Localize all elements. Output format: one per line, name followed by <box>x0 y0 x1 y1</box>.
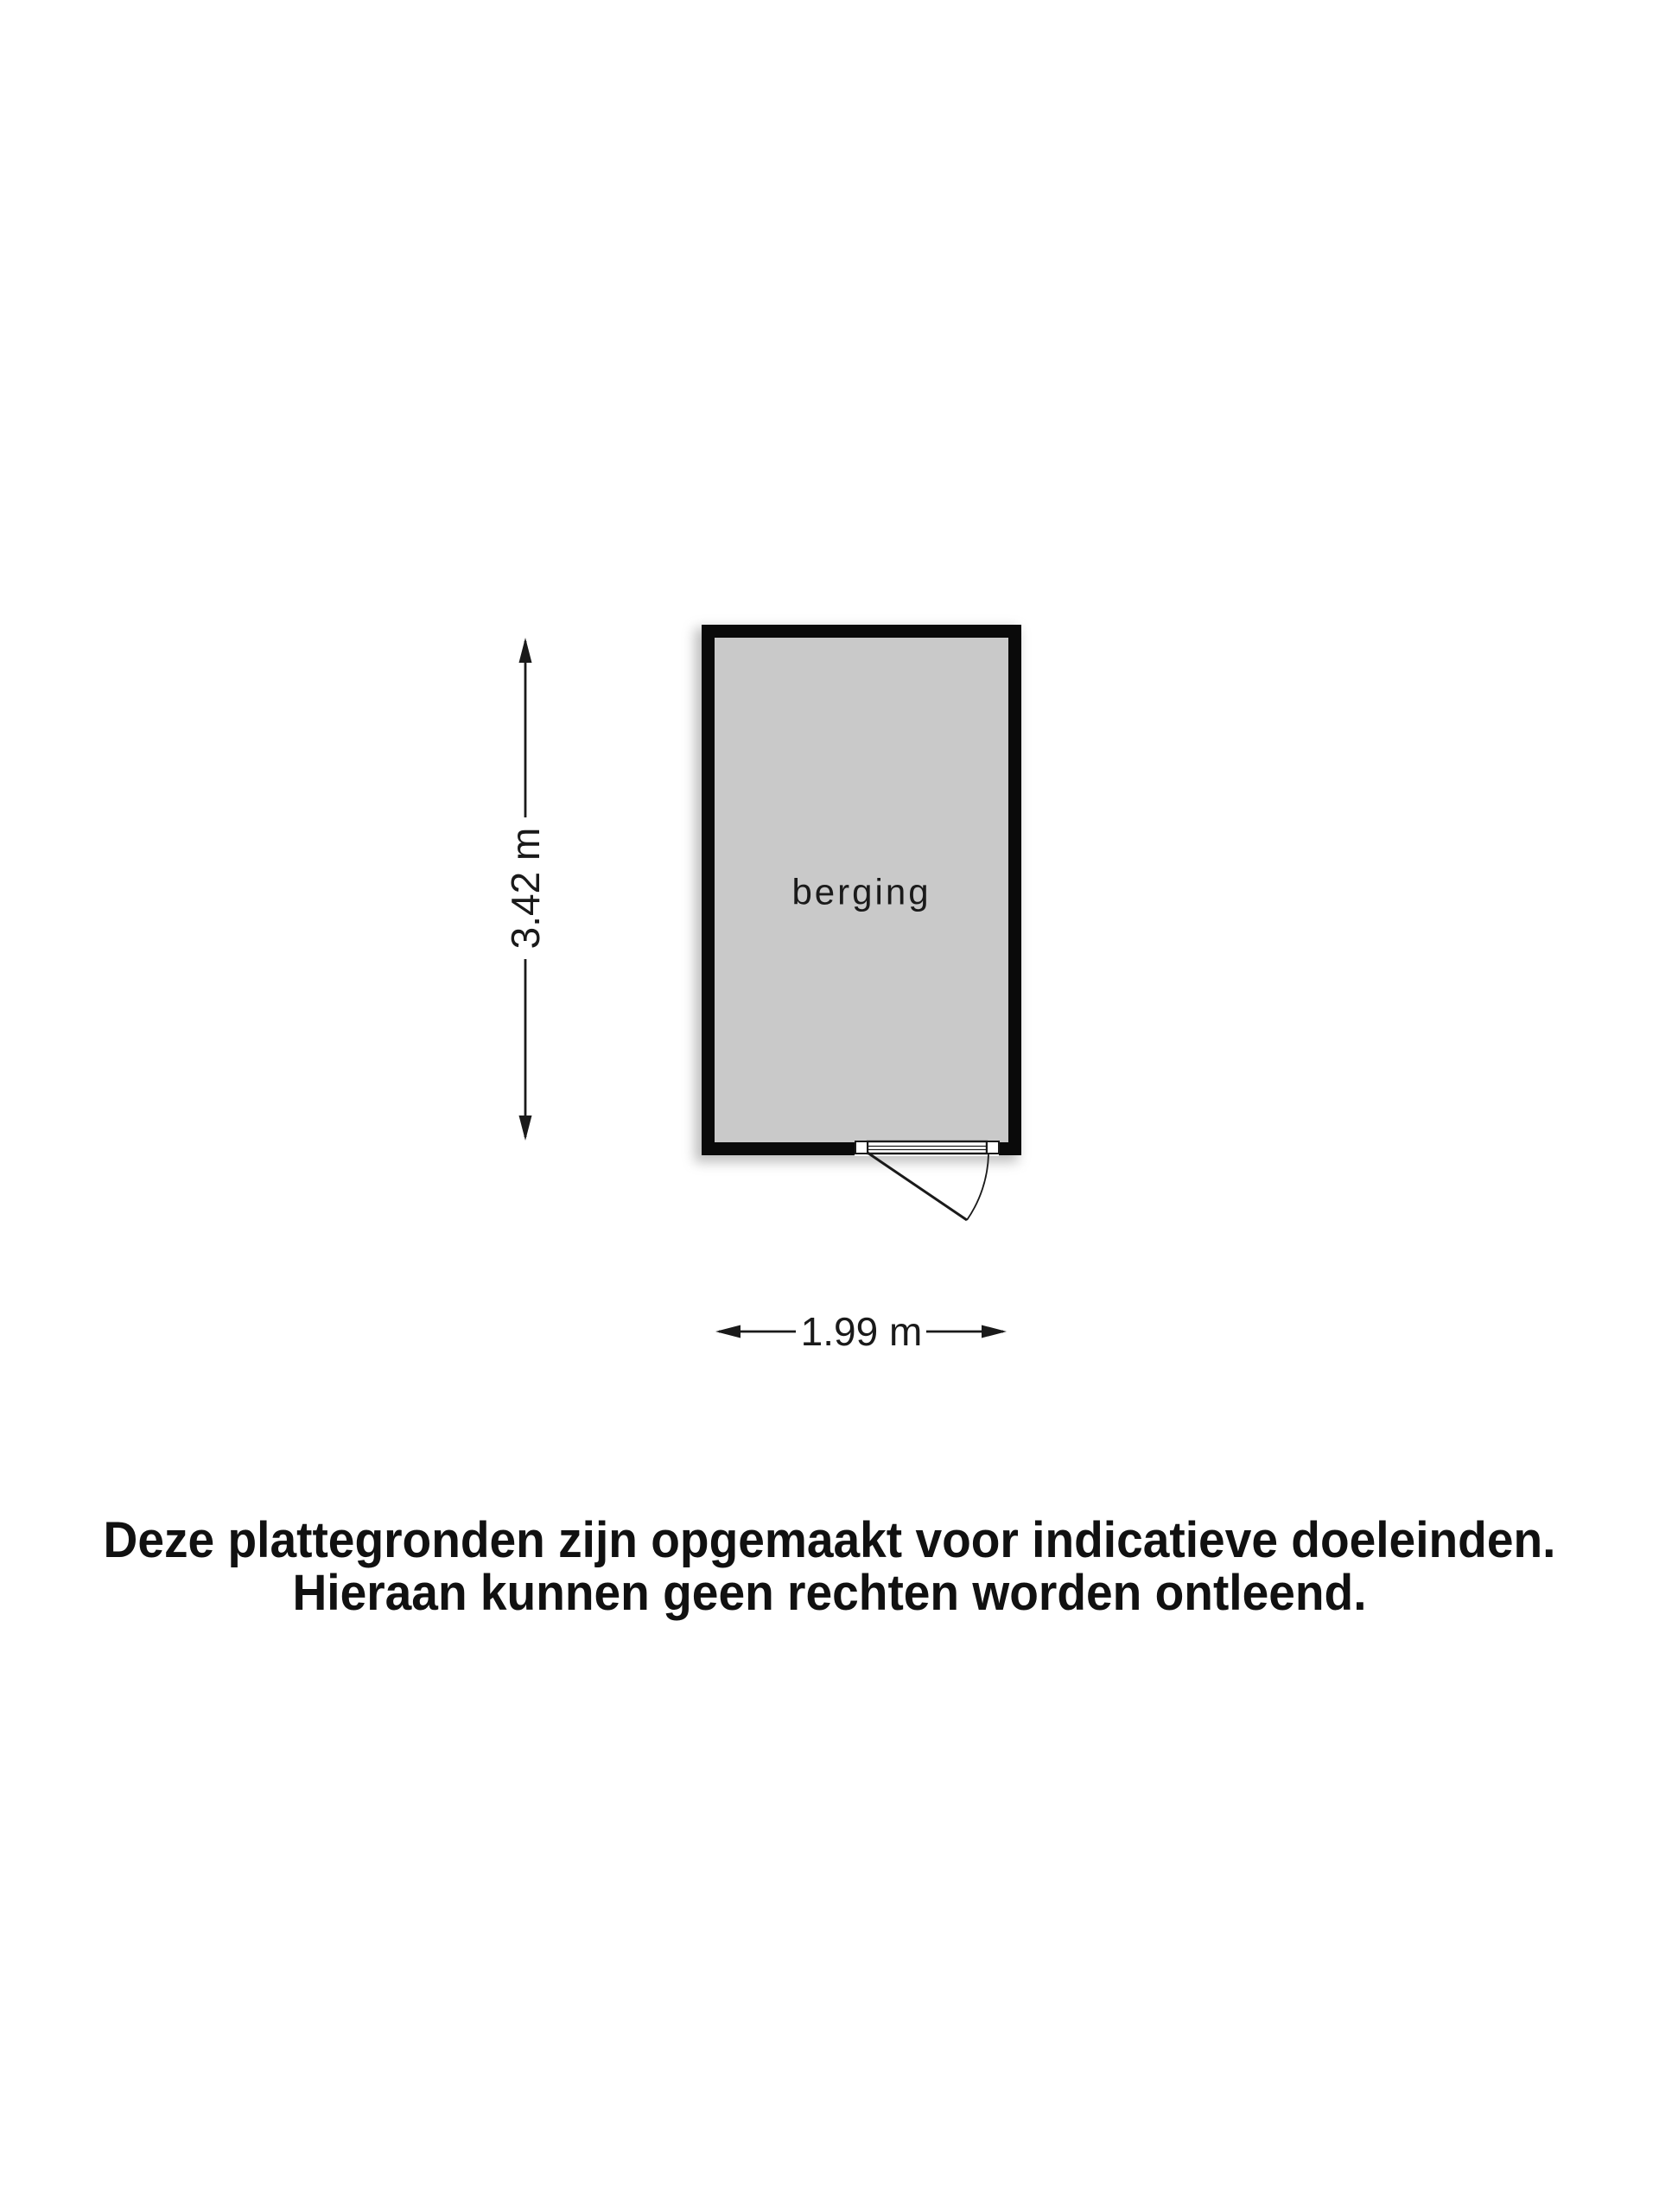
door-leaf <box>868 1153 967 1220</box>
disclaimer-line-2: Hieraan kunnen geen rechten worden ontleend. <box>292 1565 1367 1621</box>
disclaimer-line-1: Deze plattegronden zijn opgemaakt voor indicatieve doeleinden. <box>103 1512 1556 1568</box>
room-label: berging <box>791 871 931 912</box>
arrow-down-icon <box>519 1116 532 1141</box>
door-jamb-right <box>987 1141 999 1154</box>
arrow-right-icon <box>982 1325 1007 1338</box>
door-sill <box>868 1141 987 1154</box>
disclaimer <box>0 1514 1659 1619</box>
height-dimension-label: 3.42 m <box>503 827 548 950</box>
door-jamb-left <box>855 1141 868 1154</box>
arrow-left-icon <box>715 1325 741 1338</box>
width-dimension-label: 1.99 m <box>800 1309 923 1354</box>
door-swing-arc <box>967 1154 988 1220</box>
arrow-up-icon <box>519 638 532 663</box>
